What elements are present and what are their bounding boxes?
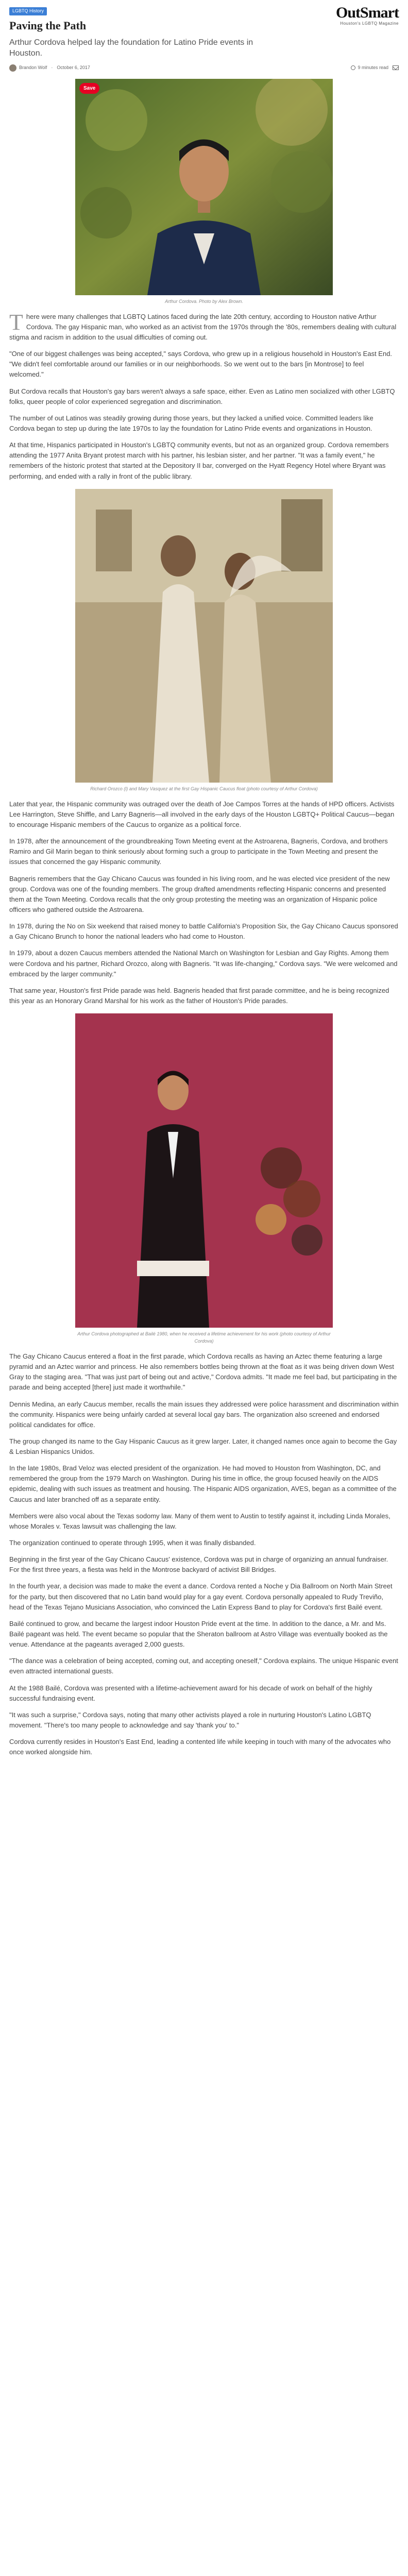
- paragraph-24: Cordova currently resides in Houston's East End, leading a contented life while keeping in touch with many of the advocates who once worked alongside him.: [9, 1738, 391, 1756]
- paragraph-3: But Cordova recalls that Houston's gay bars weren't always a safe space, either. Even as Latino men socialized with other LGBTQ folks, queer people of color experienced segregation and discrimination.: [9, 387, 395, 405]
- paragraph-11: That same year, Houston's first Pride parade was held. Bagneris headed that first parade committee, and he is being recognized this year as an Honorary Grand Marshal for his work as the father of Houston's Pride parades.: [9, 986, 389, 1005]
- paragraph-15: In the late 1980s, Brad Veloz was elected president of the organization. He had moved to Houston from Washington, DC, and remembered the group from the 1979 March on Washington. During his time in office, the group focused heavily on the AIDS epidemic, dealing with such issues as treatment and housing. The Hispanic AIDS organization, AVES, began as a committee of the Caucus and later branched off as a separate entity.: [9, 1464, 397, 1503]
- paragraph-20: Bailé continued to grow, and became the largest indoor Houston Pride event at the time. In addition to the dance, a Mr. and Ms. Bailé pageant was held. The event became so popular that the Sheraton ballroom at Astro Village was eventually booked as the venue. Attendance at the pageants averaged 2,000 guests.: [9, 1619, 388, 1649]
- author-name[interactable]: Brandon Wolf: [19, 64, 47, 70]
- photo-vintage-graphic: [75, 489, 333, 783]
- paragraph-19: In the fourth year, a decision was made to make the event a dance. Cordova rented a Noche y Dia Ballroom on North Main Street for the party, but then discovered that no Latin band would play for a gay event. Cordova personally appealed to Rudy Treviño, head of the Texas Tejano Musicians Association, who convinced the Latin Express Band to play for Cordova's first Bailé event.: [9, 1582, 393, 1611]
- figure-vintage-float: [75, 489, 333, 793]
- category-badge[interactable]: LGBTQ History: [9, 7, 47, 15]
- paragraph-9: In 1978, during the No on Six weekend that raised money to battle California's Proposition Six, the Gay Chicano Caucus sponsored a Gay Chicano Brunch to honor the national leaders who had come to Houston.: [9, 922, 398, 941]
- save-button[interactable]: Save: [79, 83, 99, 94]
- paragraph-10: In 1979, about a dozen Caucus members attended the National March on Washington for Lesbian and Gay Rights. Among them were Cordova and his partner, Richard Orozco, along with Bagneris. "It was life-changing," Cordova says. "We were welcomed and embraced by the larger community.": [9, 949, 398, 978]
- read-time: 9 minutes read: [358, 64, 388, 70]
- article-header: [9, 0, 399, 35]
- site-logo[interactable]: [336, 5, 399, 27]
- vintage-photo-baile: [75, 1013, 333, 1328]
- paragraph-5: At that time, Hispanics participated in Houston's LGBTQ community events, but not as an organized group. Cordova remembers attending the 1977 Anita Bryant protest march with his partner, his lesbian sister, and her partner. "It was a family event," he remembers of the historic protest that started at the Depository II bar, converged on the Hyatt Regency Hotel where Bryant was performing, and ended with a rally in front of the public library.: [9, 441, 389, 480]
- article-meta: Brandon Wolf · October 6, 2017 9 minutes read: [9, 64, 399, 72]
- figure-baile: [75, 1013, 333, 1345]
- paragraph-21: "The dance was a celebration of being accepted, coming out, and accepting oneself," Cordova explains. The unique Hispanic event even attracted international guests.: [9, 1657, 398, 1675]
- paragraph-22: At the 1988 Bailé, Cordova was presented with a lifetime-achievement award for his decade of work on behalf of the highly successful fundraising event.: [9, 1684, 372, 1702]
- paragraph-23: "It was such a surprise," Cordova says, noting that many other activists played a role in nurturing Houston's Latino LGBTQ movement. "There's too many people to acknowledge and say 'thank you' to.": [9, 1710, 371, 1730]
- paragraph-17: The organization continued to operate through 1995, when it was finally disbanded.: [9, 1539, 256, 1547]
- paragraph-2: "One of our biggest challenges was being accepted," says Cordova, who grew up in a religious household in Houston's East End. "We didn't feel comfortable around our families or in our neighborhoods. So we went out to the bars [in Montrose] to feel welcomed.": [9, 350, 393, 379]
- paragraph-18: Beginning in the first year of the Gay Chicano Caucus' existence, Cordova was put in charge of organizing an annual fundraiser. For the first three years, a fiesta was held in the Montrose backyard of activist Bill Bridges.: [9, 1555, 388, 1574]
- paragraph-1: There were many challenges that LGBTQ Latinos faced during the late 20th century, according to Houston native Arthur Cordova. The gay Hispanic man, who worked as an activist from the 1970s through the '80s, remembers dealing with cultural stigma and racism in addition to the usual difficulties of coming out.: [9, 309, 397, 342]
- paragraph-12: The Gay Chicano Caucus entered a float in the first parade, which Cordova recalls as having an Aztec theme featuring a large pyramid and an Aztec warrior and princess. He also remembers bottles being thrown at the float as it was being driven down West Gray to the staging area. "That was just part of being out and active," Cordova admits. "It made me feel bad, but participating in the parade and being accepted [there] just made it worthwhile.": [9, 1352, 397, 1392]
- paragraph-13: Dennis Medina, an early Caucus member, recalls the main issues they addressed were police harassment and discrimination within the community. Hispanics were being unfairly carded at several local gay bars. The organization also screened and endorsed political candidates for office.: [9, 1400, 399, 1429]
- author-avatar: [9, 64, 16, 72]
- vintage-photo-float: [75, 489, 333, 783]
- article-subtitle: Arthur Cordova helped lay the foundation for Latino Pride events in Houston.: [9, 38, 253, 58]
- paragraph-14: The group changed its name to the Gay Hispanic Caucus as it grew larger. Later, it changed names once again to become the Gay & Lesbian Hispanics Unidos.: [9, 1437, 397, 1456]
- portrait-photo: [75, 79, 333, 295]
- paragraph-7: In 1978, after the announcement of the groundbreaking Town Meeting event at the Astroarena, Bagneris, Cordova, and brothers Ramiro and Gil Marin began to think seriously about forming such a group to participate in the Town Meeting and present the issues that concerned the gay Hispanic community.: [9, 837, 388, 866]
- title-block: [9, 5, 86, 35]
- paragraph-8: Bagneris remembers that the Gay Chicano Caucus was founded in his living room, and he was elected vice president of the new group. Cordova was one of the founding members. The group drafted amendments reflecting Hispanic concerns and presented them at the Town Meeting. Cordova recalls that the only group protesting the meeting was an organization of Hispanic police officers who gathered outside the Astroarena.: [9, 874, 390, 913]
- clock-icon: [351, 65, 355, 70]
- logo-tagline: Houston's LGBTQ Magazine: [340, 21, 399, 26]
- figure-caption: Arthur Cordova. Photo by Alex Brown.: [165, 298, 243, 304]
- publish-date: October 6, 2017: [57, 64, 90, 70]
- photo-portrait-graphic: [75, 79, 333, 295]
- paragraph-4: The number of out Latinos was steadily growing during those years, but they lacked a unified voice. Committed leaders like Cordova began to step up during the late 1970s to lay the foundation for Latino Pride events and organizations in Houston.: [9, 414, 373, 433]
- photo-vintage-red-graphic: [75, 1013, 333, 1328]
- dropcap: T: [9, 309, 23, 335]
- article-title: Paving the Path: [9, 19, 87, 32]
- figure-portrait: [75, 79, 333, 306]
- figure-caption: Arthur Cordova photographed at Bailé 1980, when he received a lifetime achievement for his work (photo courtesy of Arthur Cordova): [77, 1331, 331, 1344]
- paragraph-6: Later that year, the Hispanic community was outraged over the death of Joe Campos Torres at the hands of HPD officers. Activists Lee Harrington, Steve Shiffle, and Larry Bagneris—all involved in the early days of the Houston LGBTQ+ Political Caucus—began to encourage Hispanic members of the Caucus to organize as a political force.: [9, 800, 395, 828]
- paragraph-16: Members were also vocal about the Texas sodomy law. Many of them went to Austin to testify against it, including Linda Morales, whose Morales v. Texas lawsuit was challenging the law.: [9, 1512, 390, 1530]
- mail-icon[interactable]: [393, 65, 399, 70]
- figure-caption: Richard Orozco (l) and Mary Vasquez at the first Gay Hispanic Caucus float (photo courtesy of Arthur Cordova): [90, 786, 318, 791]
- logo-text: OutSmart: [336, 4, 399, 21]
